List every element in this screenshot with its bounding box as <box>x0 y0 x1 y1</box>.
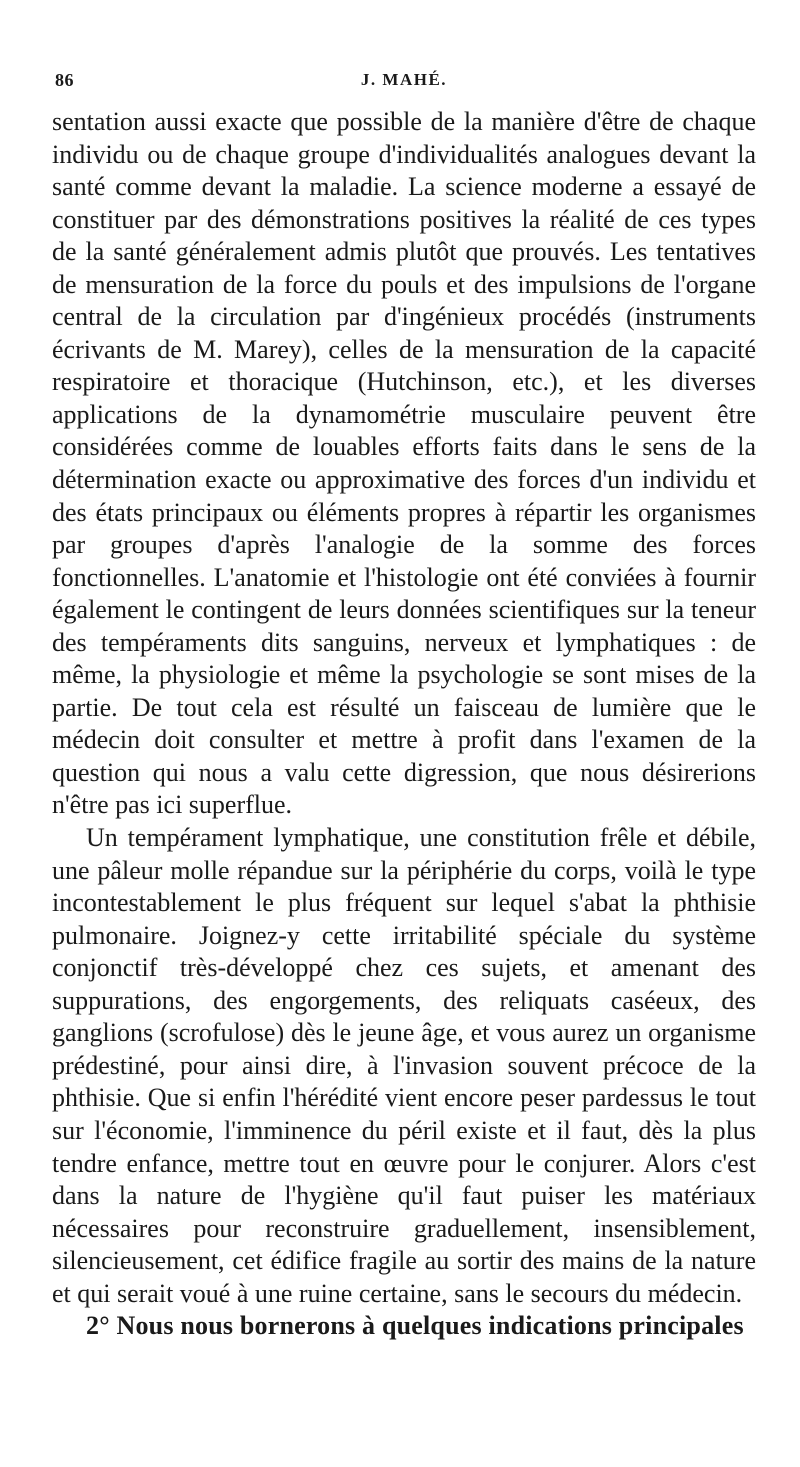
body-text <box>52 106 756 1343</box>
paragraph: Un tempérament lymphatique, une constitution frêle et débile, une pâleur molle répandue sur la périphérie du corps, voilà le type incontestablement le plus fréquent sur lequel s'abat la phthisie pulmonaire. Joignez-y cette irritabilité spéciale du système conjonctif très-développé chez ces sujets, et amenant des suppurations, des engorgements, des reliquats caséeux, des ganglions (scrofulose) dès le jeune âge, et vous aurez un organisme prédestiné, pour ainsi dire, à l'invasion souvent précoce de la phthisie. Que si enfin l'hérédité vient encore peser pardessus le tout sur l'économie, l'imminence du péril existe et il faut, dès la plus tendre enfance, mettre tout en œuvre pour le conjurer. Alors c'est dans la nature de l'hygiène qu'il faut puiser les matériaux nécessaires pour reconstruire graduellement, insensiblement, silencieusement, cet édifice fragile au sortir des mains de la nature et qui serait voué à une ruine certaine, sans le secours du médecin. <box>52 823 756 1308</box>
section-heading-line: 2° Nous nous bornerons à quelques indications principales <box>86 1311 744 1341</box>
page-number: 86 <box>55 70 74 90</box>
page-header <box>52 70 756 94</box>
running-head: J. MAHÉ. <box>360 70 448 89</box>
paragraph: sentation aussi exacte que possible de la manière d'être de chaque individu ou de chaque groupe d'individualités analogues devant la santé comme devant la maladie. La science moderne a essayé de constituer par des démonstrations positives la réalité de ces types de la santé généralement admis plutôt que prouvés. Les tentatives de mensuration de la force du pouls et des impulsions de l'organe central de la circulation par d'ingénieux procédés (instruments écrivants de M. Marey), celles de la mensuration de la capacité respiratoire et thoracique (Hutchinson, etc.), et les diverses applications de la dynamométrie musculaire peuvent être considérées comme de louables efforts faits dans le sens de la détermination exacte ou approximative des forces d'un individu et des états principaux ou éléments propres à répartir les organismes par groupes d'après l'analogie de la somme des forces fonctionnelles. L'anatomie et l'histologie ont été conviées à fournir également le contingent de leurs données scientifiques sur la teneur des tempéraments dits sanguins, nerveux et lymphatiques : de même, la physiologie et même la psychologie se sont mises de la partie. De tout cela est résulté un faisceau de lumière que le médecin doit consulter et mettre à profit dans l'examen de la question qui nous a valu cette digression, que nous désirerions n'être pas ici superflue. <box>52 107 756 820</box>
